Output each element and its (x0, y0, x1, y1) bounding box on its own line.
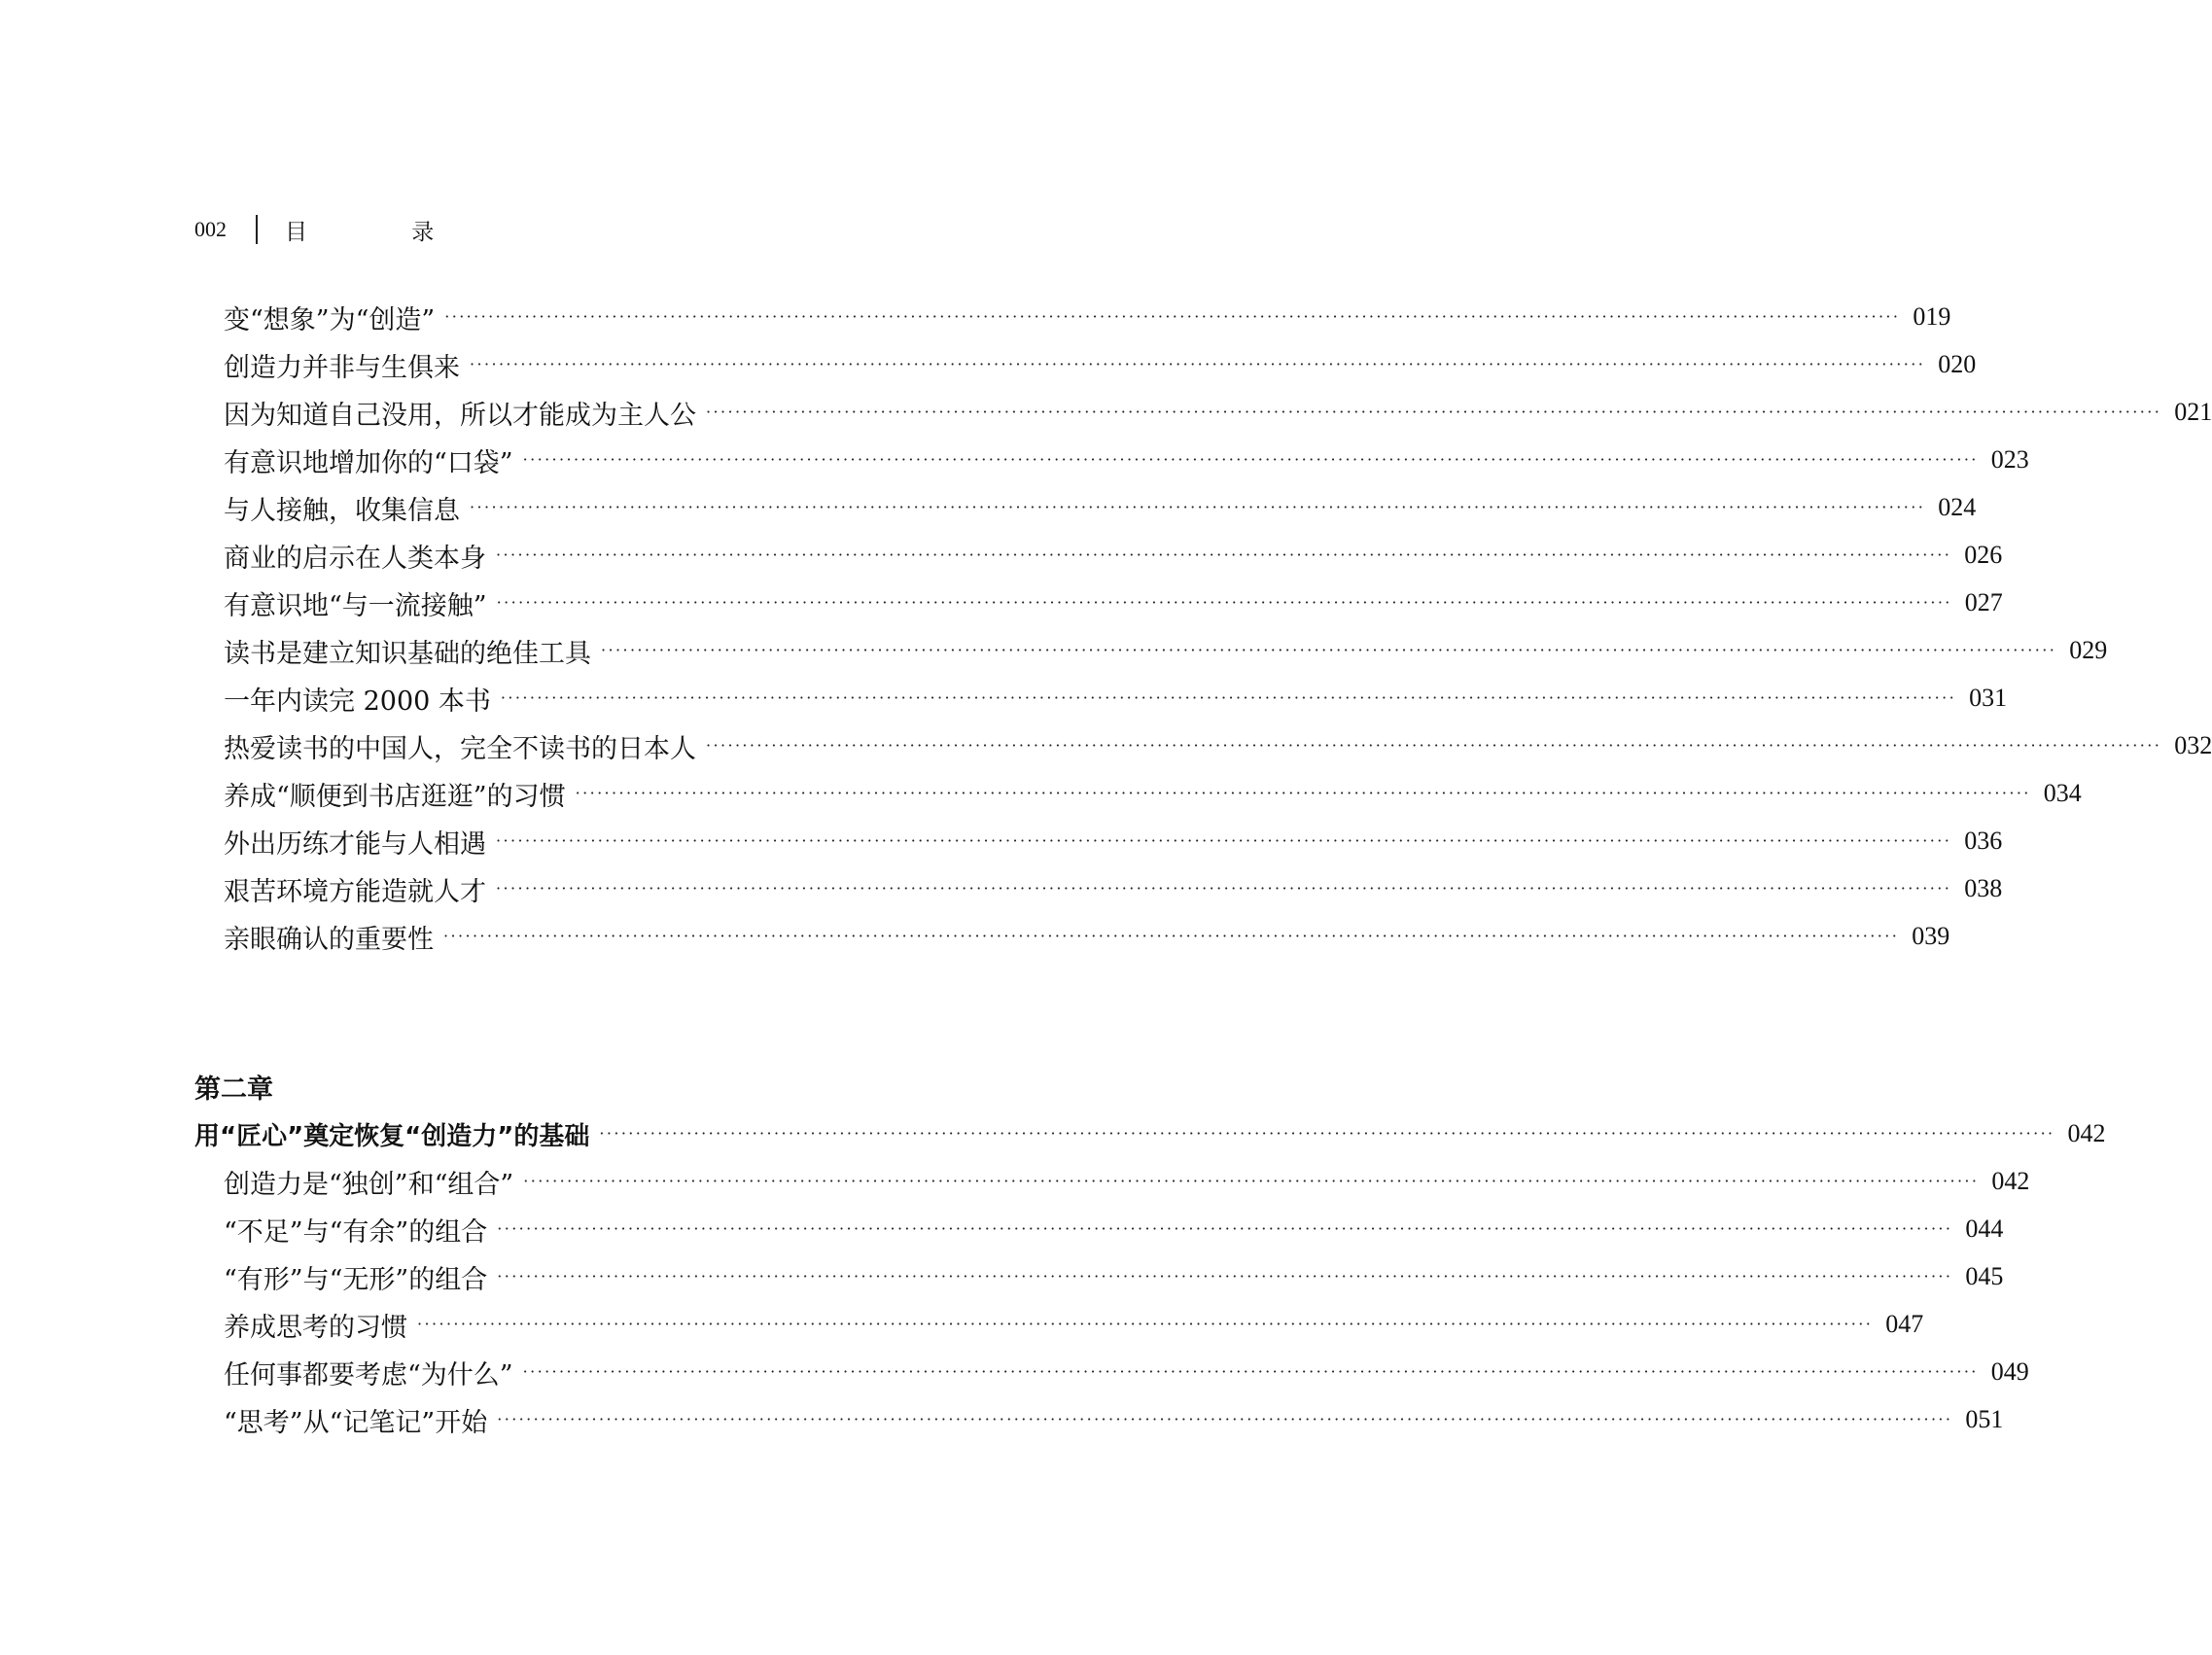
toc-entry-page: 027 (1964, 588, 2003, 616)
section-title: 目 录 (285, 219, 483, 245)
dot-leader: ········································································································································································································ (522, 450, 1979, 469)
toc-entry-title: 艰苦环境方能造就人才 (224, 876, 486, 907)
header-divider (256, 215, 258, 244)
toc-entry-title: “有形”与“无形”的组合 (224, 1264, 488, 1295)
toc-entry-page: 036 (1964, 827, 2003, 855)
toc-entry-page: 042 (2067, 1119, 2106, 1147)
toc-entry-title: 因为知道自己没用，所以才能成为主人公 (224, 400, 696, 431)
toc-entry[interactable] (224, 628, 2108, 673)
dot-leader: ········································································································································································································ (444, 307, 1901, 326)
dot-leader: ········································································································································································································ (706, 736, 2162, 755)
toc-entry-title: 外出历练才能与人相遇 (224, 828, 486, 860)
dot-leader: ········································································································································································································ (523, 1172, 1980, 1190)
dot-leader: ········································································································································································································ (443, 927, 1900, 945)
toc-entry-title: 创造力是“独创”和“组合” (224, 1169, 514, 1200)
toc-entry-page: 021 (2174, 398, 2212, 426)
toc-entry[interactable] (224, 581, 2003, 625)
toc-entry-page: 042 (1991, 1167, 2030, 1195)
toc-entry-page: 045 (1965, 1262, 2004, 1290)
toc-entry-title: 变“想象”为“创造” (224, 304, 436, 335)
page-number: 002 (194, 217, 227, 241)
toc-entry[interactable] (224, 1397, 2004, 1442)
chapter-heading: 第二章 (194, 1074, 273, 1105)
toc-entry-title: 亲眼确认的重要性 (224, 924, 434, 955)
toc-entry-page: 026 (1964, 541, 2003, 569)
toc-main-entry-title: 用“匠心”奠定恢复“创造力”的基础 (194, 1121, 590, 1151)
toc-entry-page: 019 (1913, 302, 1951, 331)
dot-leader: ········································································································································································································ (496, 879, 1952, 898)
dot-leader: ········································································································································································································ (599, 1124, 2055, 1143)
running-head (194, 210, 482, 249)
toc-entry[interactable] (224, 1207, 2004, 1251)
toc-entry[interactable] (224, 1159, 2030, 1204)
dot-leader: ········································································································································································································ (601, 641, 2057, 659)
toc-entry-title: 热爱读书的中国人，完全不读书的日本人 (224, 733, 696, 764)
toc-entry-title: 有意识地增加你的“口袋” (224, 447, 513, 478)
dot-leader: ········································································································································································································ (522, 1362, 1979, 1381)
toc-entry[interactable] (224, 866, 2003, 911)
dot-leader: ········································································································································································································ (575, 784, 2031, 802)
dot-leader: ········································································································································································································ (470, 355, 1926, 373)
toc-entry[interactable] (224, 438, 2029, 482)
toc-entry-title: 养成“顺便到书店逛逛”的习惯 (224, 781, 566, 812)
toc-entry-title: 商业的启示在人类本身 (224, 543, 486, 574)
dot-leader: ········································································································································································································ (496, 546, 1952, 564)
toc-entry-page: 051 (1965, 1405, 2004, 1433)
toc-entry[interactable] (224, 676, 2008, 721)
toc-entry-title: 与人接触，收集信息 (224, 495, 460, 526)
toc-entry-title: 有意识地“与一流接触” (224, 590, 487, 621)
toc-entry[interactable] (224, 723, 2212, 768)
toc-entry[interactable] (224, 533, 2003, 578)
toc-entry-page: 029 (2069, 636, 2108, 664)
toc-entry-title: 创造力并非与生俱来 (224, 352, 460, 383)
toc-entry-title: 任何事都要考虑“为什么” (224, 1359, 513, 1391)
toc-entry-page: 031 (1969, 684, 2008, 712)
dot-leader: ········································································································································································································ (497, 1410, 1953, 1428)
toc-entry-page: 047 (1885, 1310, 1924, 1338)
toc-entry[interactable] (224, 342, 1977, 387)
toc-entry-title: 读书是建立知识基础的绝佳工具 (224, 638, 591, 669)
dot-leader: ········································································································································································································ (706, 403, 2162, 421)
toc-entry-title: 一年内读完 2000 本书 (224, 686, 491, 717)
dot-leader: ········································································································································································································ (496, 593, 1952, 612)
toc-entry-page: 032 (2174, 731, 2212, 759)
toc-entry-page: 044 (1965, 1215, 2004, 1243)
toc-entry[interactable] (224, 390, 2212, 435)
dot-leader: ········································································································································································································ (497, 1267, 1953, 1285)
toc-entry-page: 049 (1990, 1357, 2029, 1386)
toc-entry-page: 039 (1912, 922, 1950, 950)
toc-entry-page: 038 (1964, 874, 2003, 902)
toc-entry[interactable] (224, 914, 1950, 959)
toc-entry[interactable] (224, 1254, 2004, 1299)
dot-leader: ········································································································································································································ (497, 1219, 1953, 1238)
toc-entry-title: 养成思考的习惯 (224, 1312, 407, 1343)
dot-leader: ········································································································································································································ (500, 688, 1957, 707)
toc-entry[interactable] (224, 295, 1951, 339)
dot-leader: ········································································································································································································ (496, 831, 1952, 850)
toc-entry[interactable] (224, 485, 1977, 530)
toc-entry[interactable] (224, 771, 2082, 816)
dot-leader: ········································································································································································································ (417, 1315, 1874, 1333)
toc-entry-title: “不足”与“有余”的组合 (224, 1216, 488, 1248)
toc-entry-page: 020 (1938, 350, 1977, 378)
toc-entry-page: 024 (1938, 493, 1977, 521)
toc-entry[interactable] (224, 1302, 1924, 1347)
toc-entry-title: “思考”从“记笔记”开始 (224, 1407, 488, 1438)
toc-main-entry[interactable] (194, 1111, 2106, 1156)
toc-entry[interactable] (224, 819, 2003, 863)
toc-entry[interactable] (224, 1350, 2029, 1394)
toc-entry-page: 034 (2043, 779, 2082, 807)
dot-leader: ········································································································································································································ (470, 498, 1926, 516)
toc-entry-page: 023 (1990, 445, 2029, 474)
